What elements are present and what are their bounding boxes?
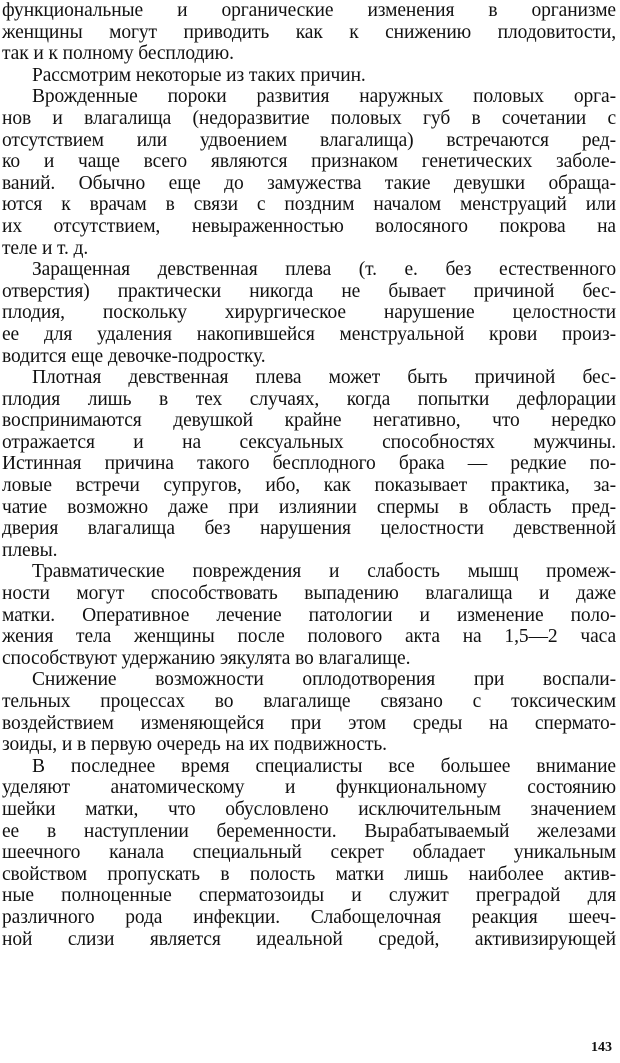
text-line: ее в наступлении беременности. Вырабатываемый железами	[2, 820, 616, 842]
text-line: плевы.	[2, 539, 58, 561]
text-line: водится еще девочке-подростку.	[2, 345, 266, 367]
text-line: отражается и на сексуальных способностях мужчины.	[2, 431, 616, 453]
text-line: нов и влагалища (недоразвитие половых губ в сочетании с	[2, 107, 616, 129]
text-line: Рассмотрим некоторые из таких причин.	[32, 64, 366, 86]
text-line: уделяют анатомическому и функциональному состоянию	[2, 777, 616, 799]
text-line: чатие возможно даже при излиянии спермы в область пред-	[2, 496, 616, 518]
text-line: их отсутствием, невыраженностью волосяного покрова на	[2, 215, 616, 237]
text-line: функциональные и органические изменения в организме	[2, 0, 616, 21]
text-line: способствуют удержанию эякулята во влагалище.	[2, 647, 411, 669]
text-line: плодия лишь в тех случаях, когда попытки дефлорации	[2, 388, 616, 410]
text-line: ваний. Обычно еще до замужества такие девушки обраща-	[2, 172, 616, 194]
text-line: ные полноценные сперматозоиды и служит преградой для	[2, 885, 616, 907]
text-line: ловые встречи супругов, ибо, как показывает практика, за-	[2, 475, 616, 497]
text-line: воспринимаются девушкой крайне негативно, что нередко	[2, 410, 616, 432]
text-line: Травматические повреждения и слабость мышц промеж-	[32, 561, 616, 583]
text-line: шейки матки, что обусловлено исключительным значением	[2, 798, 616, 820]
text-line: плодия, поскольку хирургическое нарушение целостности	[2, 302, 616, 324]
text-line: Истинная причина такого бесплодного брака — редкие по-	[2, 453, 616, 475]
text-line: матки. Оперативное лечение патологии и изменение поло-	[2, 604, 616, 626]
text-line: отверстия) практически никогда не бывает причиной бес-	[2, 280, 616, 302]
text-line: тельных процессах во влагалище связано с токсическим	[2, 691, 616, 712]
text-line: ности могут способствовать выпадению влагалища и даже	[2, 583, 616, 605]
text-line: различного рода инфекции. Слабощелочная реакция шееч-	[2, 906, 616, 928]
text-line: Снижение возможности оплодотворения при воспали-	[32, 669, 616, 691]
text-line: шеечного канала специальный секрет обладает уникальным	[2, 842, 616, 864]
text-line: В последнее время специалисты все большее внимание	[32, 755, 616, 777]
text-line: теле и т. д.	[2, 237, 89, 259]
text-line: отсутствием или удвоением влагалища) встречаются ред-	[2, 129, 616, 151]
text-line: ются к врачам в связи с поздним началом менструаций или	[2, 194, 616, 216]
text-line: дверия влагалища без нарушения целостности девственной	[2, 518, 616, 540]
page-number: 143	[591, 1040, 612, 1055]
text-line: зоиды, и в первую очередь на их подвижность.	[2, 734, 387, 756]
text-line: воздействием изменяющейся при этом среды на спермато-	[2, 712, 616, 734]
text-line: ной слизи является идеальной средой, активизирующей	[2, 928, 616, 950]
text-line: жения тела женщины после полового акта на 1,5—2 часа	[2, 626, 616, 648]
text-line: Заращенная девственная плева (т. е. без естественного	[32, 259, 616, 281]
text-line: так и к полному бесплодию.	[2, 43, 234, 65]
text-line: ко и чаще всего являются признаком генетических заболе-	[2, 151, 616, 173]
text-line: Плотная девственная плева может быть причиной бес-	[32, 367, 616, 389]
text-line: свойством пропускать в полость матки лишь наиболее актив-	[2, 863, 616, 885]
text-line: Врожденные пороки развития наружных половых орга-	[32, 86, 616, 108]
text-line: ее для удаления накопившейся менструальной крови произ-	[2, 323, 616, 345]
body-text	[2, 0, 616, 950]
text-line: женщины могут приводить как к снижению плодовитости,	[2, 21, 616, 43]
